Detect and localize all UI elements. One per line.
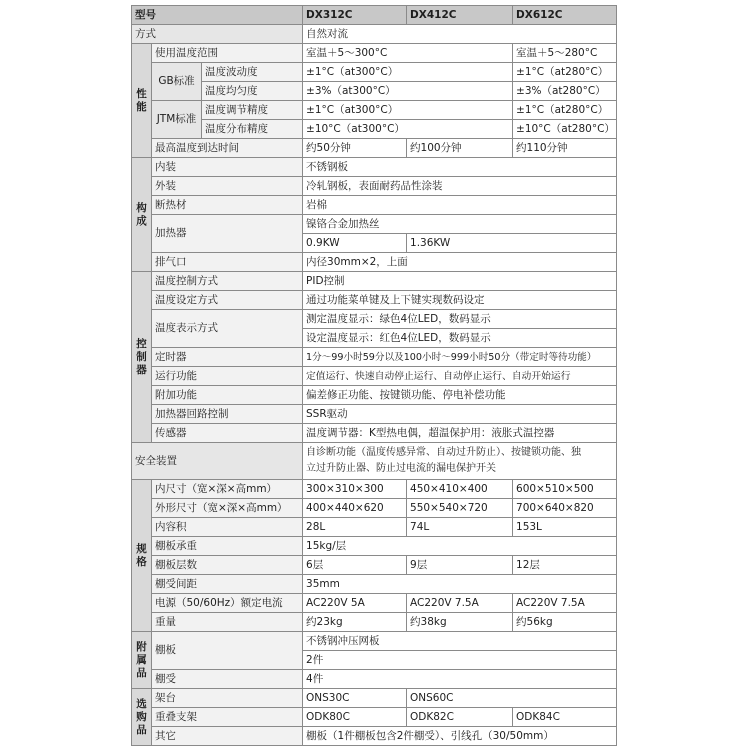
tc-label: 温度控制方式 [152, 272, 303, 291]
inner-size-value-1: 300×310×300 [303, 480, 407, 499]
shelf-count-value-3: 12层 [513, 556, 617, 575]
shelf-gap-label: 棚受间距 [152, 575, 303, 594]
shelf-gap-row [132, 575, 617, 594]
reach-time-value-2: 约100分钟 [407, 139, 513, 158]
insul-label: 断热材 [152, 196, 303, 215]
reach-time-row [132, 139, 617, 158]
inner-label: 内装 [152, 158, 303, 177]
outer-size-value-3: 700×640×820 [513, 499, 617, 518]
jtm-label: JTM标准 [152, 101, 202, 139]
opt-stack-value-2: ODK82C [407, 708, 513, 727]
extra-label: 附加功能 [152, 386, 303, 405]
heater-type: 镍铬合金加热丝 [303, 215, 617, 234]
heater-power-1: 0.9KW [303, 234, 407, 253]
volume-row [132, 518, 617, 537]
shelf-count-row [132, 556, 617, 575]
disp-measured: 测定温度显示：绿色4位LED，数码显示 [303, 310, 617, 329]
reach-time-value-3: 约110分钟 [513, 139, 617, 158]
acc-shelf-qty: 2件 [303, 651, 617, 670]
weight-value-3: 约56kg [513, 613, 617, 632]
insul-row [132, 196, 617, 215]
section-construction: 构成 [132, 158, 152, 272]
inner-size-value-3: 600×510×500 [513, 480, 617, 499]
section-controller: 控制器 [132, 272, 152, 443]
power-value-2: AC220V 7.5A [407, 594, 513, 613]
shelf-load-row [132, 537, 617, 556]
sensor-value: 温度调节器：K型热电偶，超温保护用：液胀式温控器 [303, 424, 617, 443]
reach-time-value-1: 约50分钟 [303, 139, 407, 158]
temp-range-value-12: 室温＋5～300°C [303, 44, 513, 63]
ts-value: 通过功能菜单键及上下键实现数码设定 [303, 291, 617, 310]
power-row [132, 594, 617, 613]
jtm-adj-row [132, 101, 617, 120]
jtm-dist-row [132, 120, 617, 139]
safety-row [132, 443, 617, 480]
method-row [132, 25, 617, 44]
model-col-3: DX612C [513, 6, 617, 25]
jtm-adj-label: 温度调节精度 [202, 101, 303, 120]
volume-label: 内容积 [152, 518, 303, 537]
opt-stand-value-2: ONS60C [407, 689, 617, 708]
heater-label: 加热器 [152, 215, 303, 253]
method-label: 方式 [132, 25, 303, 44]
jtm-dist-value-3: ±10°C（at280°C） [513, 120, 617, 139]
gb-fluct-value-3: ±1°C（at280°C） [513, 63, 617, 82]
shelf-load-label: 棚板承重 [152, 537, 303, 556]
opt-stand-value-1: ONS30C [303, 689, 407, 708]
section-accessories: 附属品 [132, 632, 152, 689]
acc-rack-label: 棚受 [152, 670, 303, 689]
vent-row [132, 253, 617, 272]
sensor-label: 传感器 [152, 424, 303, 443]
tc-row [132, 272, 617, 291]
run-label: 运行功能 [152, 367, 303, 386]
inner-size-value-2: 450×410×400 [407, 480, 513, 499]
run-value: 定值运行、快速自动停止运行、自动停止运行、自动开始运行 [303, 367, 617, 386]
power-label: 电源（50/60Hz）额定电流 [152, 594, 303, 613]
safety-value [303, 443, 617, 480]
opt-other-row [132, 727, 617, 746]
outer-row [132, 177, 617, 196]
gb-fluct-label: 温度波动度 [202, 63, 303, 82]
opt-stand-label: 架台 [152, 689, 303, 708]
jtm-adj-value-12: ±1°C（at300°C） [303, 101, 513, 120]
volume-value-1: 28L [303, 518, 407, 537]
outer-size-value-2: 550×540×720 [407, 499, 513, 518]
outer-size-label: 外形尺寸（宽×深×高mm） [152, 499, 303, 518]
insul-value: 岩棉 [303, 196, 617, 215]
header-row [132, 6, 617, 25]
disp-set: 设定温度显示：红色4位LED，数码显示 [303, 329, 617, 348]
run-row [132, 367, 617, 386]
vent-value: 内径30mm×2，上面 [303, 253, 617, 272]
model-col-1: DX312C [303, 6, 407, 25]
jtm-dist-value-12: ±10°C（at300°C） [303, 120, 513, 139]
disp-row-1 [132, 310, 617, 329]
inner-row [132, 158, 617, 177]
jtm-dist-label: 温度分布精度 [202, 120, 303, 139]
weight-label: 重量 [152, 613, 303, 632]
acc-shelf-row-1 [132, 632, 617, 651]
tc-value: PID控制 [303, 272, 617, 291]
temp-range-row [132, 44, 617, 63]
disp-label: 温度表示方式 [152, 310, 303, 348]
shelf-count-label: 棚板层数 [152, 556, 303, 575]
method-value: 自然对流 [303, 25, 617, 44]
vent-label: 排气口 [152, 253, 303, 272]
temp-range-label: 使用温度范围 [152, 44, 303, 63]
weight-value-2: 约38kg [407, 613, 513, 632]
heater-ctrl-row [132, 405, 617, 424]
weight-value-1: 约23kg [303, 613, 407, 632]
acc-rack-row [132, 670, 617, 689]
model-header: 型号 [132, 6, 303, 25]
extra-row [132, 386, 617, 405]
gb-fluct-row [132, 63, 617, 82]
ts-row [132, 291, 617, 310]
model-col-2: DX412C [407, 6, 513, 25]
heater-ctrl-value: SSR驱动 [303, 405, 617, 424]
acc-rack-qty: 4件 [303, 670, 617, 689]
section-performance: 性能 [132, 44, 152, 158]
acc-shelf-desc: 不锈钢冲压网板 [303, 632, 617, 651]
shelf-count-value-1: 6层 [303, 556, 407, 575]
opt-stack-row [132, 708, 617, 727]
volume-value-3: 153L [513, 518, 617, 537]
sensor-row [132, 424, 617, 443]
heater-power-2: 1.36KW [407, 234, 617, 253]
section-specs: 规格 [132, 480, 152, 632]
opt-stack-value-3: ODK84C [513, 708, 617, 727]
outer-label: 外装 [152, 177, 303, 196]
power-value-3: AC220V 7.5A [513, 594, 617, 613]
shelf-load-value: 15kg/层 [303, 537, 617, 556]
timer-value: 1分～99小时59分以及100小时～999小时50分（带定时等待功能） [303, 348, 617, 367]
opt-other-value: 棚板（1件棚板包含2件棚受）、引线孔（30/50mm） [303, 727, 617, 746]
inner-size-label: 内尺寸（宽×深×高mm） [152, 480, 303, 499]
heater-row-1 [132, 215, 617, 234]
power-value-1: AC220V 5A [303, 594, 407, 613]
safety-line-2: 立过升防止器、防止过电流的漏电保护开关 [306, 463, 497, 474]
outer-size-row [132, 499, 617, 518]
inner-value: 不锈钢板 [303, 158, 617, 177]
gb-unif-value-3: ±3%（at280°C） [513, 82, 617, 101]
safety-label: 安全装置 [132, 443, 303, 480]
gb-unif-row [132, 82, 617, 101]
gb-fluct-value-12: ±1°C（at300°C） [303, 63, 513, 82]
extra-value: 偏差修正功能、按键锁功能、停电补偿功能 [303, 386, 617, 405]
timer-row [132, 348, 617, 367]
outer-value: 冷轧钢板，表面耐药品性涂装 [303, 177, 617, 196]
jtm-adj-value-3: ±1°C（at280°C） [513, 101, 617, 120]
shelf-gap-value: 35mm [303, 575, 617, 594]
section-options: 选购品 [132, 689, 152, 746]
gb-unif-label: 温度均匀度 [202, 82, 303, 101]
safety-line-1: 自诊断功能（温度传感异常、自动过升防止）、按键锁功能、独 [306, 447, 582, 458]
inner-size-row [132, 480, 617, 499]
volume-value-2: 74L [407, 518, 513, 537]
opt-other-label: 其它 [152, 727, 303, 746]
shelf-count-value-2: 9层 [407, 556, 513, 575]
opt-stand-row [132, 689, 617, 708]
timer-label: 定时器 [152, 348, 303, 367]
weight-row [132, 613, 617, 632]
gb-label: GB标准 [152, 63, 202, 101]
opt-stack-value-1: ODK80C [303, 708, 407, 727]
acc-shelf-label: 棚板 [152, 632, 303, 670]
reach-time-label: 最高温度到达时间 [152, 139, 303, 158]
ts-label: 温度设定方式 [152, 291, 303, 310]
outer-size-value-1: 400×440×620 [303, 499, 407, 518]
gb-unif-value-12: ±3%（at300°C） [303, 82, 513, 101]
heater-ctrl-label: 加热器回路控制 [152, 405, 303, 424]
opt-stack-label: 重叠支架 [152, 708, 303, 727]
temp-range-value-3: 室温＋5～280°C [513, 44, 617, 63]
spec-table [131, 5, 617, 746]
